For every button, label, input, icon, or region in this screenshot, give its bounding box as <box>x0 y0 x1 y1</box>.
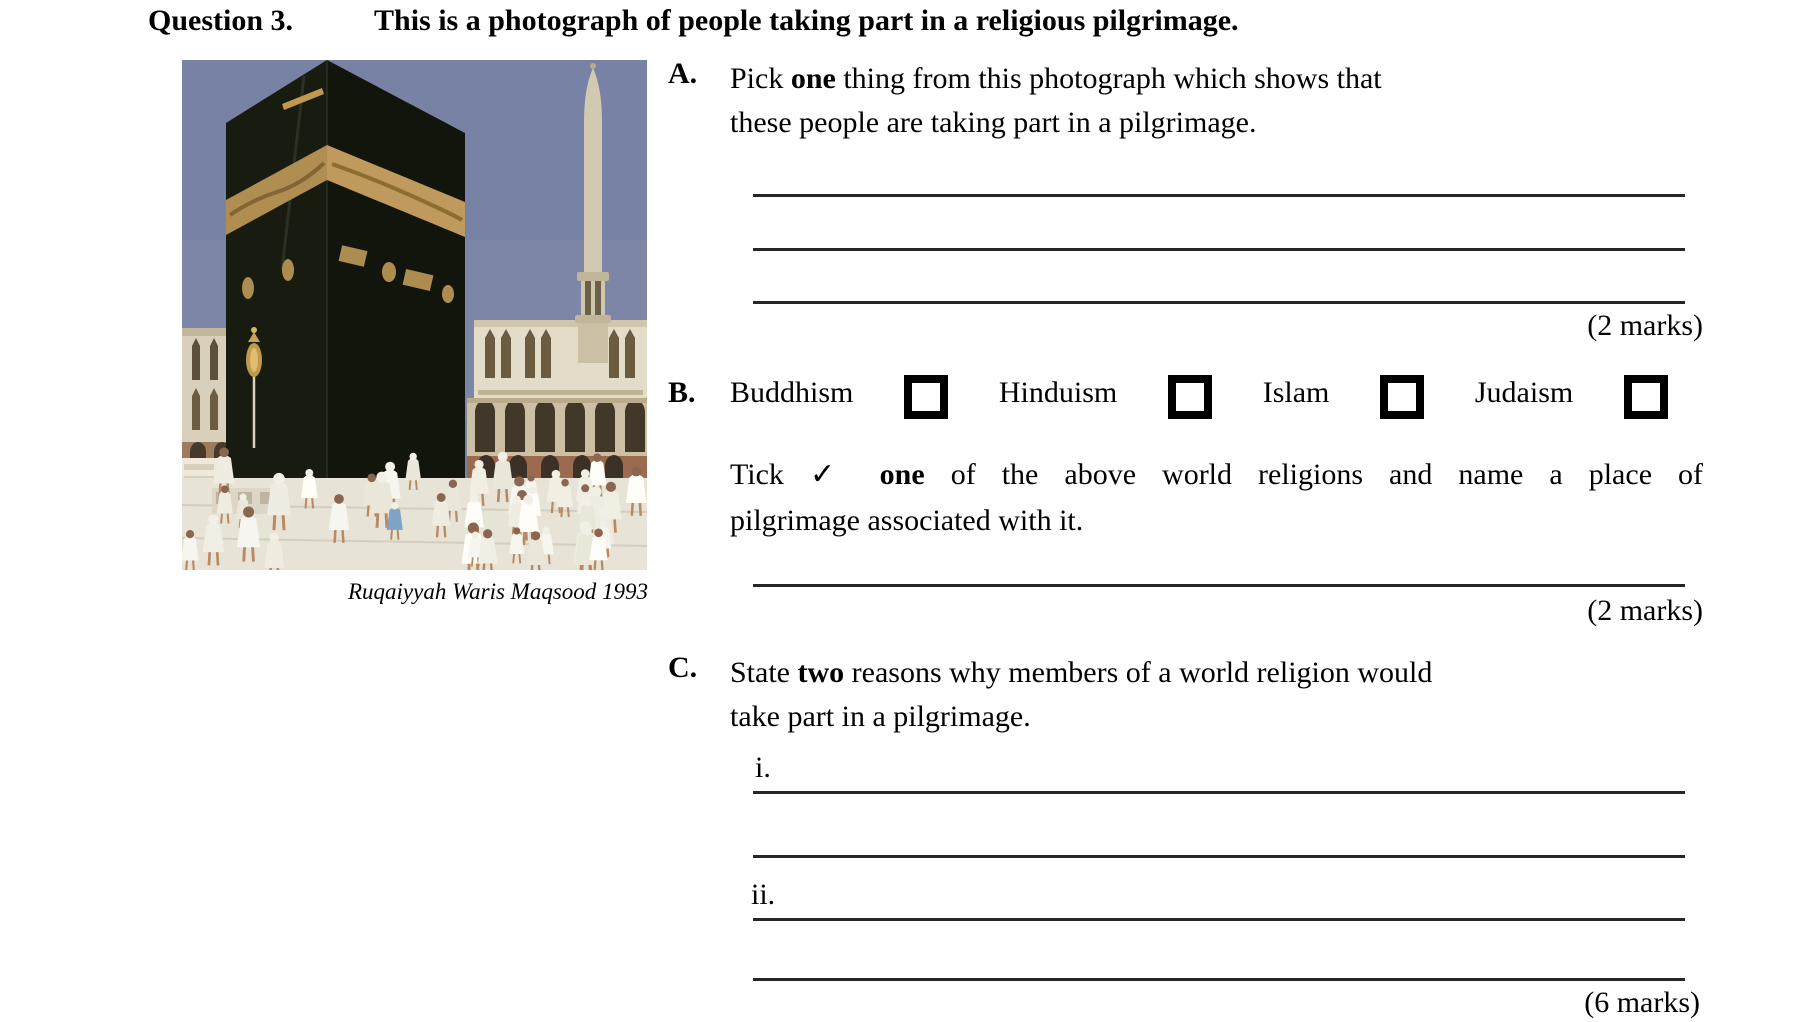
section-a-prompt <box>730 57 1560 145</box>
checkbox-hinduism[interactable] <box>1168 375 1212 419</box>
religion-buddhism-label: Buddhism <box>730 376 854 409</box>
religion-judaism-label: Judaism <box>1474 376 1574 409</box>
answer-line-c-ii-2[interactable] <box>753 978 1685 981</box>
answer-line-c-i-2[interactable] <box>753 855 1685 858</box>
section-b-marks: (2 marks) <box>1587 594 1703 627</box>
section-a-marks: (2 marks) <box>1587 309 1703 342</box>
photo-caption: Ruqaiyyah Waris Maqsood 1993 <box>347 579 649 604</box>
answer-line-a2[interactable] <box>753 248 1685 251</box>
kaaba-scene-illustration <box>182 60 647 570</box>
question-title: This is a photograph of people taking part in a religious pilgrimage. <box>374 4 1239 37</box>
religion-options-row <box>730 371 1668 415</box>
section-b-instruction <box>730 452 1703 544</box>
answer-line-a3[interactable] <box>753 301 1685 304</box>
tick-mark-glyph: ✓ <box>809 458 854 491</box>
checkbox-buddhism[interactable] <box>904 375 948 419</box>
answer-line-c-i-1[interactable] <box>753 791 1685 794</box>
section-c-prompt-line2: take part in a pilgrimage. <box>730 700 1031 733</box>
section-b-label: B. <box>668 376 696 409</box>
section-c-prompt-line1: State two reasons why members of a world religion would <box>730 656 1433 689</box>
section-c-prompt <box>730 651 1570 739</box>
section-c-label: C. <box>668 651 698 684</box>
item-ii-label: ii. <box>751 878 776 911</box>
answer-line-c-ii-1[interactable] <box>753 918 1685 921</box>
answer-line-a1[interactable] <box>753 194 1685 197</box>
pilgrimage-photo <box>182 60 647 570</box>
answer-line-b1[interactable] <box>753 584 1685 587</box>
religion-islam-label: Islam <box>1262 376 1330 409</box>
checkbox-judaism[interactable] <box>1624 375 1668 419</box>
religion-hinduism-label: Hinduism <box>998 376 1118 409</box>
section-b-instruction-line2: pilgrimage associated with it. <box>730 504 1084 537</box>
section-a-prompt-line2: these people are taking part in a pilgrimage. <box>730 106 1257 139</box>
question-number: Question 3. <box>148 4 294 37</box>
section-a-prompt-line1: Pick one thing from this photograph which shows that <box>730 62 1382 95</box>
kaaba <box>226 60 465 495</box>
section-b-instruction-line1: Tick ✓ one of the above world religions and name a place of <box>730 458 1704 491</box>
section-a-label: A. <box>668 57 698 90</box>
item-i-label: i. <box>755 751 771 784</box>
section-c-marks: (6 marks) <box>1584 986 1700 1019</box>
checkbox-islam[interactable] <box>1380 375 1424 419</box>
